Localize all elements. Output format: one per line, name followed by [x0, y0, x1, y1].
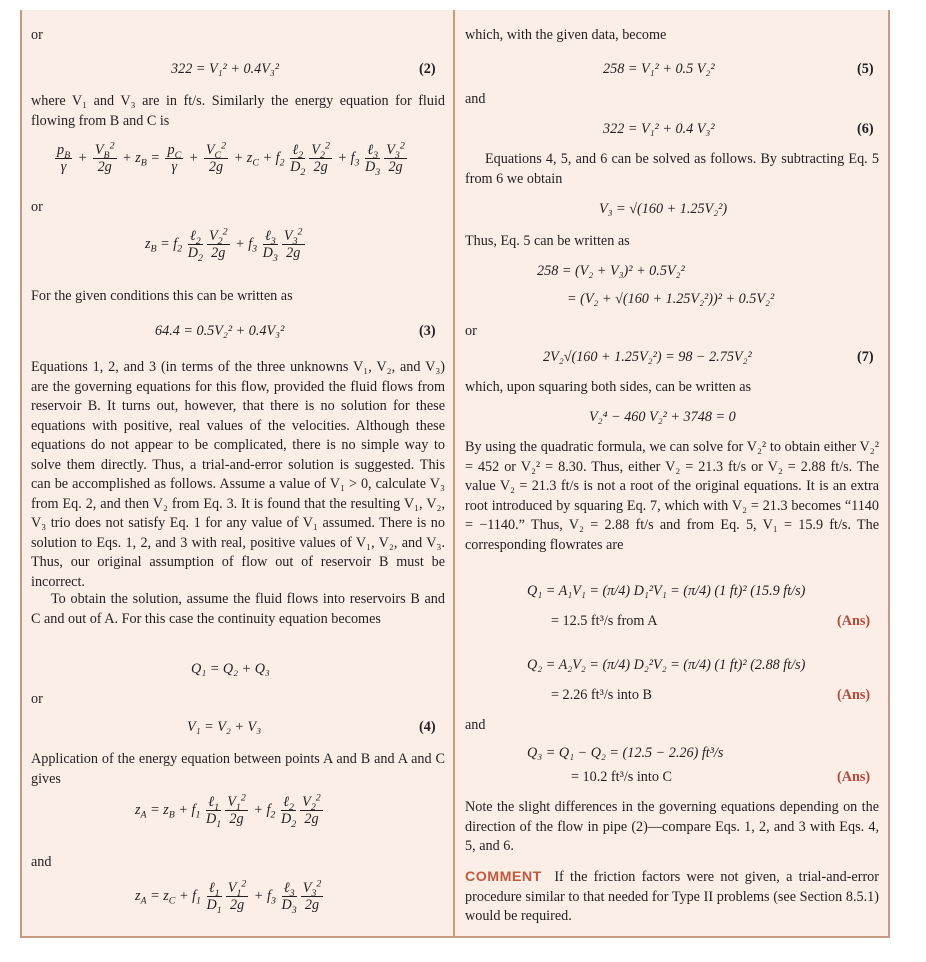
- equation-6: 322 = V₁² + 0.4 V₃²: [603, 121, 715, 137]
- equation-number: (5): [857, 61, 874, 77]
- equation-258a: 258 = (V₂ + V₃)² + 0.5V₂²: [537, 263, 685, 279]
- flowrate-q3-result: = 10.2 ft³/s into C: [571, 769, 672, 785]
- answer-label: (Ans): [837, 613, 871, 629]
- and-text: and: [31, 854, 52, 870]
- flowrate-q2-result: = 2.26 ft³/s into B: [551, 687, 652, 703]
- paragraph-application: Application of the energy equation between points A and B and A and C gives: [31, 751, 445, 787]
- or-text: or: [31, 199, 43, 215]
- equation-number: (3): [419, 323, 436, 339]
- equation-number: (2): [419, 61, 436, 77]
- equation-quartic: V₂⁴ − 460 V₂² + 3748 = 0: [589, 409, 736, 425]
- paragraph-squaring: which, upon squaring both sides, can be written as: [465, 379, 752, 395]
- energy-equation-za-c: $z_A = z_C + f_1$ $\frac{\ell_1}{D_1}$ $\frac{V_1^2}{2g}$ + $f_3$ $\frac{\ell_3}{D_3}$ $\frac{V_3^2}{2g}$: [135, 878, 322, 916]
- energy-equation-za-b: $z_A = z_B + f_1$ $\frac{\ell_1}{D_1}$ $\frac{V_1^2}{2g}$ + $f_2$ $\frac{\ell_2}{D_2}$ $\frac{V_2^2}{2g}$: [135, 792, 321, 830]
- equation-5: 258 = V₁² + 0.5 V₂²: [603, 61, 715, 77]
- or-text: or: [31, 691, 43, 707]
- answer-label: (Ans): [837, 687, 871, 703]
- equation-number: (4): [419, 719, 436, 735]
- comment-text: If the friction factors were not given, a trial-and-error procedure similar to that needed for Type II problems (see Section 8.5.1) would be required.: [465, 869, 879, 924]
- paragraph-solved: Equations 4, 5, and 6 can be solved as follows. By subtracting Eq. 5 from 6 we obtain: [465, 151, 879, 187]
- answer-label: (Ans): [837, 769, 871, 785]
- or-text: or: [31, 27, 43, 43]
- equation-v3: V₃ = √(160 + 1.25V₂²): [599, 201, 728, 217]
- paragraph-quadratic: By using the quadratic formula, we can solve for V₂² to obtain either V₂² = 452 or V₂² = 8.30. Thus, either V₂ = 21.3 ft/s or V₂ = 2.88 ft/s. The value V₂ = 21.3 ft/s is not a root of the original equations. It is an extra root introduced by squaring Eq. 7, which with V₂ = 21.3 becomes “1140 = −1140.” Thus, V₂ = 2.88 ft/s and from Eq. 5, V₁ = 15.9 ft/s. The corresponding flowrates are: [465, 439, 879, 553]
- paragraph-where: where V₁ and V₃ are in ft/s. Similarly the energy equation for fluid flowing from B and C is: [31, 93, 445, 129]
- and-text: and: [465, 717, 486, 733]
- flowrate-q3: Q₃ = Q₁ − Q₂ = (12.5 − 2.26) ft³/s: [527, 745, 724, 761]
- energy-equation-bc: $\frac{p_B}{\gamma}$ + $\frac{V_B^2}{2g}$ + $z_B$ = $\frac{p_C}{\gamma}$ + $\frac{V_C^2}{2g}$ + $z_C + f_2$ $\frac{\ell_2}{D_2}$ $\frac{V_2^2}{2g}$ + $f_3$ $\frac{\ell_3}{D_3}$ $\frac{V_3^2}{2g}$: [57, 140, 405, 178]
- paragraph-which: which, with the given data, become: [465, 27, 667, 43]
- paragraph-given: For the given conditions this can be written as: [31, 288, 293, 304]
- left-column: [31, 10, 445, 938]
- equation-4: V₁ = V₂ + V₃: [187, 719, 262, 735]
- paragraph-note: Note the slight differences in the governing equations depending on the direction of the flow in pipe (2)—compare Eqs. 1, 2, and 3 with Eqs. 4, 5, and 6.: [465, 799, 879, 854]
- equation-number: (6): [857, 121, 874, 137]
- column-divider: [453, 10, 455, 938]
- paragraph-thus: Thus, Eq. 5 can be written as: [465, 233, 630, 249]
- right-column: [465, 10, 879, 938]
- continuity-equation: Q₁ = Q₂ + Q₃: [191, 661, 270, 677]
- flowrate-q2: Q₂ = A₂V₂ = (π/4) D₂²V₂ = (π/4) (1 ft)² (2.88 ft/s): [527, 657, 806, 673]
- energy-equation-zb: $z_B = f_2$ $\frac{\ell_2}{D_2}$ $\frac{V_2^2}{2g}$ + $f_3$ $\frac{\ell_3}{D_3}$ $\frac{V_3^2}{2g}$: [145, 226, 303, 264]
- equation-2: 322 = V₁² + 0.4V₃²: [171, 61, 280, 77]
- flowrate-q1-result: = 12.5 ft³/s from A: [551, 613, 658, 629]
- paragraph-obtain: To obtain the solution, assume the fluid flows into reservoirs B and C and out of A. For this case the continuity equation becomes: [31, 591, 445, 627]
- and-text: and: [465, 91, 486, 107]
- comment-label: COMMENT: [465, 869, 542, 885]
- equation-7: 2V₂√(160 + 1.25V₂²) = 98 − 2.75V₂²: [543, 349, 752, 365]
- equation-3: 64.4 = 0.5V₂² + 0.4V₃²: [155, 323, 285, 339]
- paragraph-equations: Equations 1, 2, and 3 (in terms of the three unknowns V₁, V₂, and V₃) are the governing equations for this flow, provided the fluid flows from reservoir B. It turns out, however, that there is no solution for these equations with positive, real values of the velocities. Although these equations do not appear to be complicated, there is no simple way to solve them directly. Thus, a trial-and-error solution is suggested. This can be accomplished as follows. Assume a value of V₁ > 0, calculate V₃ from Eq. 2, and then V₂ from Eq. 3. It is found that the resulting V₁, V₂, V₃ trio does not satisfy Eq. 1 for any value of V₁ assumed. There is no solution to Eqs. 1, 2, and 3 with real, positive values of V₁, V₂, and V₃. Thus, our original assumption of flow out of reservoir B must be incorrect.: [31, 359, 445, 590]
- or-text: or: [465, 323, 477, 339]
- equation-258b: = (V₂ + √(160 + 1.25V₂²))² + 0.5V₂²: [567, 291, 775, 307]
- flowrate-q1: Q₁ = A₁V₁ = (π/4) D₁²V₁ = (π/4) (1 ft)² (15.9 ft/s): [527, 583, 806, 599]
- equation-number: (7): [857, 349, 874, 365]
- comment-block: [465, 868, 879, 927]
